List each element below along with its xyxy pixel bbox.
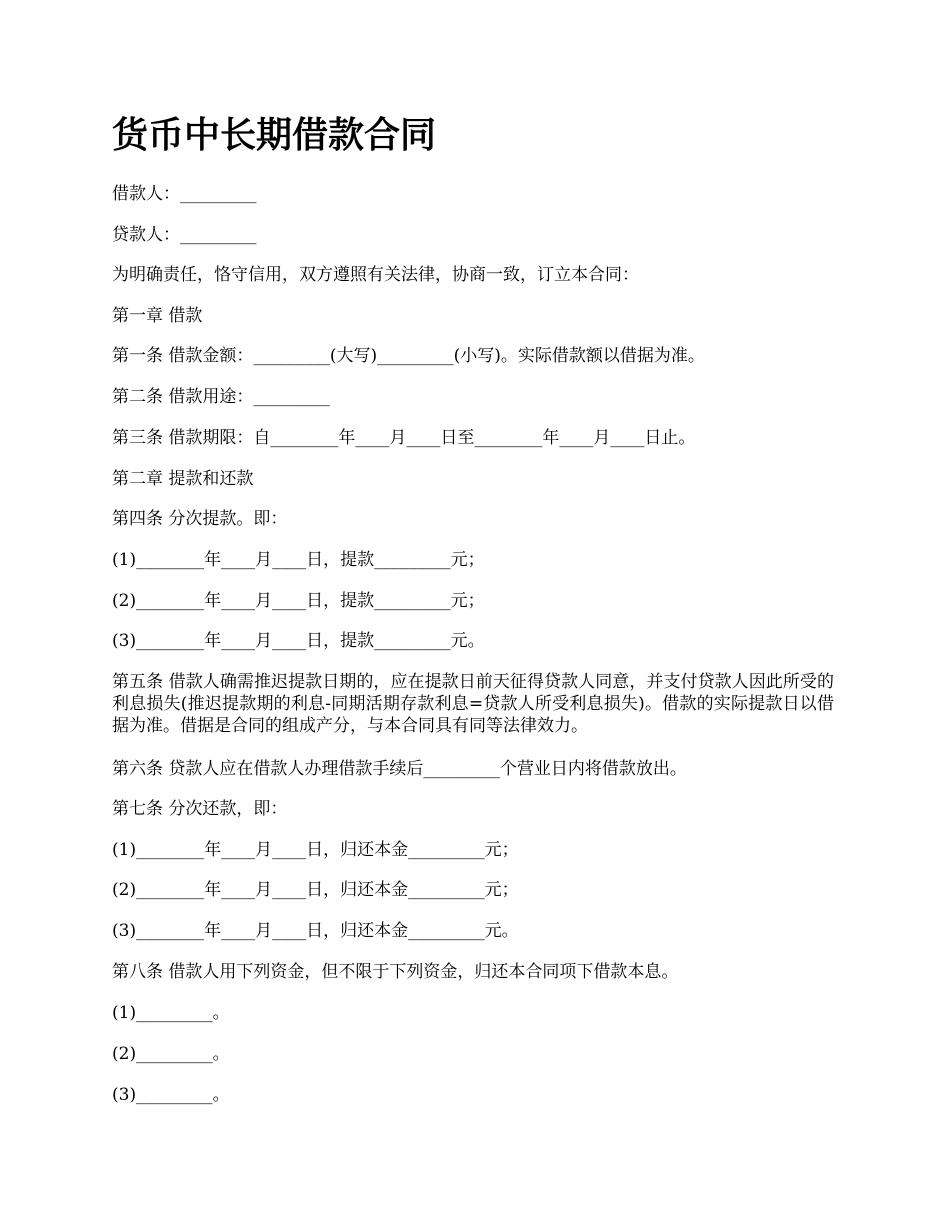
- document-title: 货币中长期借款合同: [112, 115, 437, 156]
- fund-source-item-3: (3)_________。: [112, 1085, 230, 1105]
- repayment-item-1: (1)________年____月____日，归还本金_________元；: [112, 840, 519, 860]
- drawdown-item-3: (3)________年____月____日，提款_________元。: [112, 631, 485, 651]
- article-6: 第六条 贷款人应在借款人办理借款手续后_________个营业日内将借款放出。: [112, 759, 687, 779]
- article-4: 第四条 分次提款。即：: [112, 509, 288, 529]
- fund-source-item-2: (2)_________。: [112, 1044, 230, 1064]
- article-7: 第七条 分次还款，即：: [112, 799, 288, 819]
- repayment-item-2: (2)________年____月____日，归还本金_________元；: [112, 880, 519, 900]
- borrower-line: 借款人：_________: [112, 184, 257, 204]
- chapter-2-heading: 第二章 提款和还款: [112, 469, 254, 489]
- fund-source-item-1: (1)_________。: [112, 1003, 230, 1023]
- lender-line: 贷款人：_________: [112, 225, 257, 245]
- preamble: 为明确责任，恪守信用，双方遵照有关法律，协商一致，订立本合同：: [112, 265, 639, 285]
- article-1: 第一条 借款金额：_________(大写)_________(小写)。实际借款额以借据为准。: [112, 346, 705, 366]
- article-3: 第三条 借款期限：自________年____月____日至________年____月____日止。: [112, 428, 696, 448]
- drawdown-item-1: (1)________年____月____日，提款_________元；: [112, 550, 485, 570]
- article-8: 第八条 借款人用下列资金，但不限于下列资金，归还本合同项下借款本息。: [112, 962, 679, 982]
- chapter-1-heading: 第一章 借款: [112, 306, 203, 326]
- article-5: 第五条 借款人确需推迟提款日期的，应在提款日前天征得贷款人同意，并支付贷款人因此所受的利息损失(推迟提款期的利息-同期活期存款利息=贷款人所受利息损失)。借款的实际提款日以借据为准。借据是合同的组成产分，与本合同具有同等法律效力。: [112, 672, 834, 736]
- article-2: 第二条 借款用途：_________: [112, 387, 330, 407]
- drawdown-item-2: (2)________年____月____日，提款_________元；: [112, 591, 485, 611]
- repayment-item-3: (3)________年____月____日，归还本金_________元。: [112, 921, 519, 941]
